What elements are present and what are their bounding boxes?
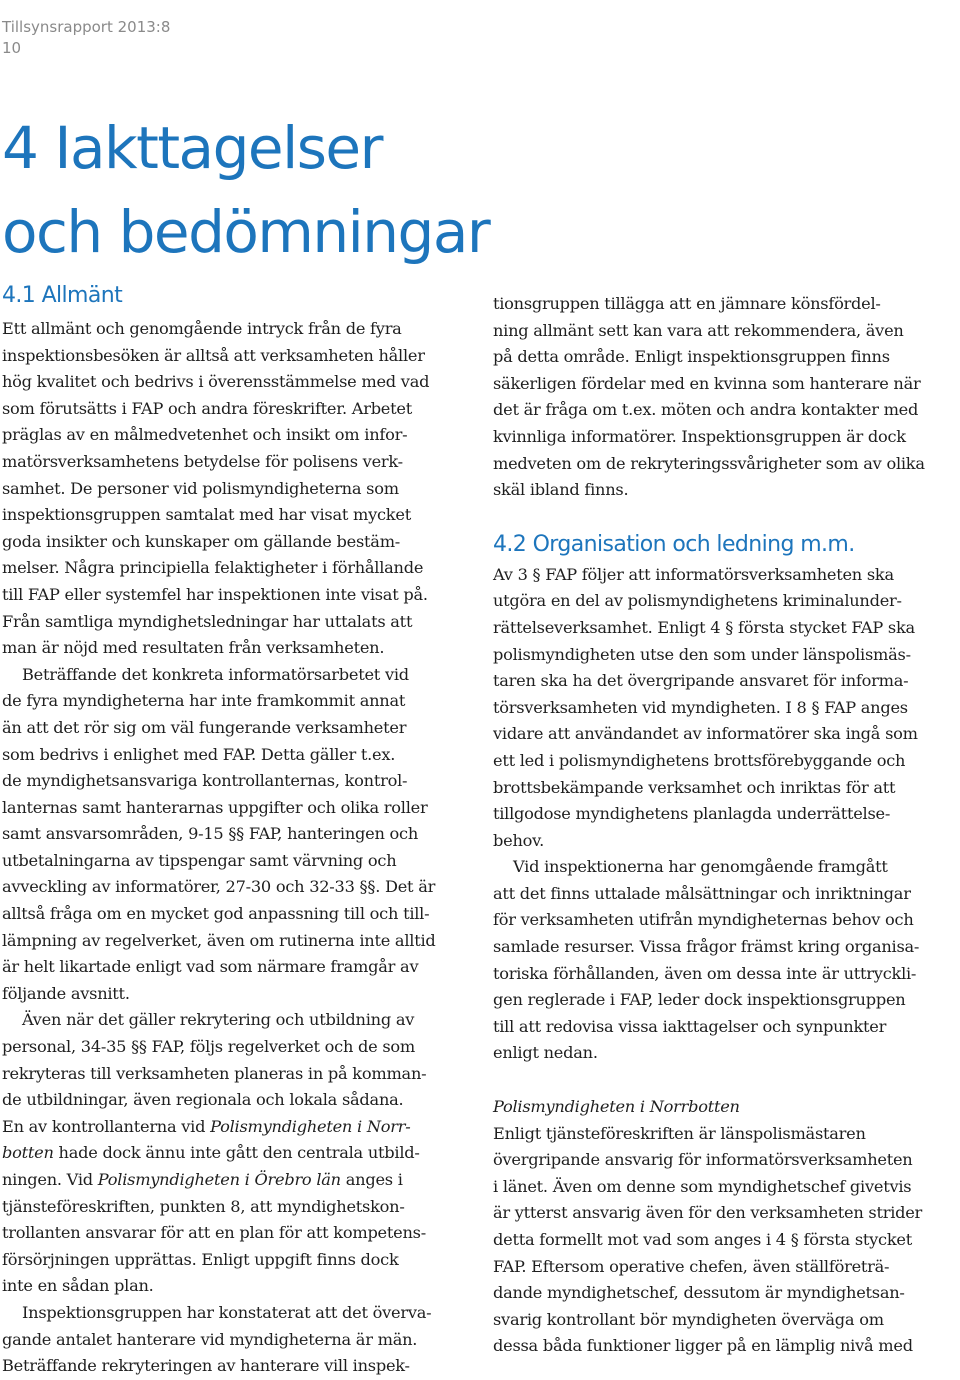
body-line: Beträffande rekryteringen av hanterare vill inspek- <box>2 1356 410 1376</box>
body-line: kvinnliga informatörer. Inspektionsgruppen är dock <box>493 426 906 446</box>
body-line: ett led i polismyndighetens brottsförebyggande och <box>493 750 906 770</box>
body-line: Ett allmänt och genomgående intryck från de fyra <box>2 319 402 338</box>
body-line: rättelseverksamhet. Enligt 4 § första stycket FAP ska <box>493 617 915 637</box>
body-line: törsverksamheten vid myndigheten. I 8 § FAP anges <box>493 697 908 717</box>
spacer <box>493 504 955 531</box>
body-line: rekryteras till verksamheten planeras in på komman- <box>2 1063 427 1083</box>
body-line: försörjningen upprättas. Enligt uppgift finns dock <box>2 1249 399 1269</box>
body-line: goda insikter och kunskaper om gällande bestäm- <box>2 531 401 551</box>
body-line: samlade resurser. Vissa frågor främst kring organisa- <box>493 937 920 957</box>
body-line: följande avsnitt. <box>2 983 130 1003</box>
body-line: utbetalningarna av tipspengar samt värvning och <box>2 850 397 870</box>
report-number: Tillsynsrapport 2013:8 <box>2 18 171 36</box>
body-line: behov. <box>493 830 544 850</box>
body-line: de myndighetsansvariga kontrollanternas, kontrol- <box>2 771 408 791</box>
body-line: avveckling av informatörer, 27-30 och 32-33 §§. Det är <box>2 877 436 897</box>
body-line: det är fråga om t.ex. möten och andra kontakter med <box>493 400 919 420</box>
spacer <box>493 1067 955 1094</box>
body-line: till FAP eller systemfel har inspektionen inte visat på. <box>2 584 428 604</box>
body-line: ning allmänt sett kan vara att rekommendera, även <box>493 320 904 340</box>
body-line: Från samtliga myndighetsledningar har uttalats att <box>2 611 413 631</box>
body-line: personal, 34-35 §§ FAP, följs regelverket och de som <box>2 1037 416 1057</box>
body-line: gande antalet hanterare vid myndigheterna är män. <box>2 1329 418 1349</box>
running-header <box>2 17 302 59</box>
chapter-title-line: 4 Iakttagelser <box>2 114 382 182</box>
body-line: inspektionsbesöken är alltså att verksamheten håller <box>2 345 425 365</box>
body-line: Även när det gäller rekrytering och utbildning av <box>22 1010 415 1030</box>
body-line: på detta område. Enligt inspektionsgruppen finns <box>493 347 890 367</box>
body-line: präglas av en målmedvetenhet och insikt om infor- <box>2 425 408 445</box>
body-line: som förutsätts i FAP och andra föreskrifter. Arbetet <box>2 398 412 418</box>
agency-name-italic: botten <box>2 1143 54 1163</box>
body-line: än att det rör sig om väl fungerande verksamheter <box>2 717 407 737</box>
body-line: tionsgruppen tillägga att en jämnare könsfördel- <box>493 294 881 313</box>
body-line: alltså fråga om en mycket god anpassning till och till- <box>2 904 430 924</box>
body-line: hög kvalitet och bedrivs i överensstämmelse med vad <box>2 372 430 392</box>
body-line: dande myndighetschef, dessutom är myndighetsan- <box>493 1283 905 1303</box>
body-line: FAP. Eftersom operative chefen, även ställföreträ- <box>493 1256 890 1276</box>
body-line: lämpning av regelverket, även om rutinerna inte alltid <box>2 930 436 950</box>
body-line: gen reglerade i FAP, leder dock inspektionsgruppen <box>493 990 906 1010</box>
body-line: toriska förhållanden, även om dessa inte är uttryckli- <box>493 963 917 983</box>
body-line: samhet. De personer vid polismyndigheterna som <box>2 478 399 498</box>
body-line: som bedrivs i enlighet med FAP. Detta gäller t.ex. <box>2 744 396 764</box>
body-line: säkerligen fördelar med en kvinna som hanterare när <box>493 373 921 393</box>
body-line: dessa båda funktioner ligger på en lämplig nivå med <box>493 1336 913 1356</box>
body-line: tjänsteföreskriften, punkten 8, att myndighetskon- <box>2 1196 405 1216</box>
body-line: melser. Några principiella felaktigheter i förhållande <box>2 558 424 578</box>
body-line: för verksamheten utifrån myndigheternas behov och <box>493 910 914 930</box>
body-line: trollanten ansvarar för att en plan för att kompetens- <box>2 1223 426 1243</box>
body-line: att det finns uttalade målsättningar och inriktningar <box>493 883 911 903</box>
body-line: medveten om de rekryteringssvårigheter som av olika <box>493 453 925 473</box>
body-text: En av kontrollanterna vid <box>2 1116 206 1136</box>
body-line: tillgodose myndighetens planlagda underrättelse- <box>493 804 891 824</box>
body-line: taren ska ha det övergripande ansvaret för informa- <box>493 671 909 691</box>
agency-name-italic: Polismyndigheten i Norr- <box>210 1116 411 1136</box>
body-line: är helt likartade enligt vad som närmare framgår av <box>2 957 419 977</box>
chapter-title <box>2 106 489 274</box>
body-line: är ytterst ansvarig även för den verksamheten strider <box>493 1203 923 1223</box>
section-heading-4-1: 4.1 Allmänt <box>2 283 123 308</box>
body-line <box>2 1167 472 1194</box>
chapter-title-line: och bedömningar <box>2 198 490 266</box>
body-line: Enligt tjänsteföreskriften är länspolismästaren <box>493 1123 866 1143</box>
body-line: samt ansvarsområden, 9-15 §§ FAP, hanteringen och <box>2 824 419 844</box>
body-line: i länet. Även om denne som myndighetschef givetvis <box>493 1176 912 1196</box>
body-line: Inspektionsgruppen har konstaterat att det överva- <box>22 1302 432 1322</box>
body-line: till att redovisa vissa iakttagelser och synpunkter <box>493 1016 887 1036</box>
body-line: övergripande ansvarig för informatörsverksamheten <box>493 1150 913 1170</box>
body-line: vidare att användandet av informatörer ska ingå som <box>493 724 918 744</box>
subsection-heading-text: Polismyndigheten i Norrbotten <box>493 1097 740 1117</box>
body-line: inte en sådan plan. <box>2 1276 154 1296</box>
body-text: anges i <box>345 1170 403 1189</box>
body-line: utgöra en del av polismyndighetens kriminalunder- <box>493 591 902 611</box>
body-line: svarig kontrollant bör myndigheten överväga om <box>493 1309 884 1329</box>
body-line: Beträffande det konkreta informatörsarbetet vid <box>22 664 409 684</box>
agency-name-italic: Polismyndigheten i Örebro län <box>97 1170 341 1189</box>
body-text: hade dock ännu inte gått den centrala utbild- <box>58 1143 420 1163</box>
page-number: 10 <box>2 39 22 57</box>
body-line: Vid inspektionerna har genomgående framgått <box>513 857 888 877</box>
body-line: polismyndigheten utse den som under länspolismäs- <box>493 644 911 664</box>
body-line: inspektionsgruppen samtalat med har visat mycket <box>2 505 411 525</box>
body-line: man är nöjd med resultaten från verksamheten. <box>2 638 385 658</box>
body-text: ningen. Vid <box>2 1170 93 1189</box>
body-line: detta formellt mot vad som anges i 4 § första stycket <box>493 1230 912 1249</box>
section-heading-4-2: 4.2 Organisation och ledning m.m. <box>493 531 855 557</box>
body-line: de utbildningar, även regionala och lokala sådana. <box>2 1090 404 1110</box>
body-line: brottsbekämpande verksamhet och inriktas för att <box>493 777 896 797</box>
body-line: de fyra myndigheterna har inte framkommit annat <box>2 691 406 711</box>
left-column <box>2 316 472 1380</box>
body-line: skäl ibland finns. <box>493 480 629 500</box>
body-line: lanternas samt hanterarnas uppgifter och olika roller <box>2 797 428 817</box>
body-line <box>2 1114 472 1141</box>
body-line <box>2 1140 472 1167</box>
right-column <box>493 291 955 1360</box>
body-line: enligt nedan. <box>493 1043 598 1063</box>
subsection-heading <box>493 1094 955 1121</box>
body-line: Av 3 § FAP följer att informatörsverksamheten ska <box>493 564 894 584</box>
body-line: matörsverksamhetens betydelse för polisens verk- <box>2 451 403 471</box>
